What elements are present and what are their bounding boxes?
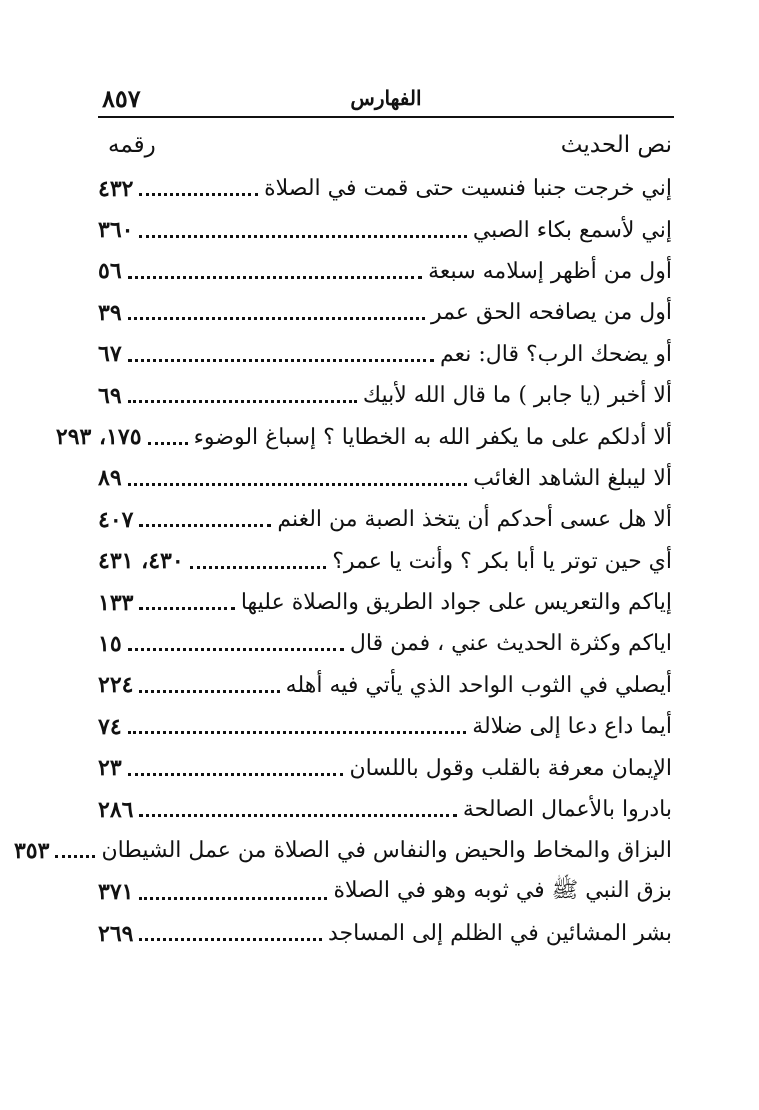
list-item: [98, 706, 672, 747]
leader-dots: [139, 607, 234, 610]
hadith-text-column-heading: نص الحديث: [560, 132, 672, 158]
hadith-number: ٨٩: [98, 465, 122, 492]
hadith-number: ٥٦: [98, 258, 122, 285]
list-item: [98, 375, 672, 416]
hadith-text: ألا ليبلغ الشاهد الغائب: [473, 465, 672, 491]
hadith-text: أو يضحك الرب؟ قال: نعم: [440, 341, 672, 367]
list-item: [98, 872, 672, 913]
hadith-number: ٢٨٦: [98, 796, 134, 823]
leader-dots: [148, 442, 188, 445]
hadith-text: ألا أدلكم على ما يكفر الله به الخطايا ؟ إسباغ الوضوء: [193, 424, 672, 450]
hadith-number: ٢٦٩: [98, 920, 134, 947]
list-item: [98, 665, 672, 706]
leader-dots: [128, 773, 344, 776]
hadith-number: ١٥: [98, 630, 122, 657]
leader-dots: [139, 938, 322, 941]
hadith-text: بادروا بالأعمال الصالحة: [462, 797, 672, 823]
leader-dots: [128, 400, 357, 403]
hadith-number: ٢٣: [98, 755, 122, 782]
hadith-number: ٤٣٢: [98, 175, 134, 202]
list-item: [98, 582, 672, 623]
leader-dots: [139, 524, 271, 527]
leader-dots: [128, 359, 434, 362]
hadith-number: ٦٧: [98, 341, 122, 368]
leader-dots: [139, 814, 456, 817]
hadith-text: أيصلي في الثوب الواحد الذي يأتي فيه أهله: [285, 672, 672, 698]
hadith-number: ١٣٣: [98, 589, 134, 616]
hadith-number: ٣٧١: [98, 879, 134, 906]
list-item: [98, 209, 672, 250]
leader-dots: [139, 193, 258, 196]
hadith-number: ٤٣٠، ٤٣١: [98, 548, 184, 575]
list-item: [98, 747, 672, 788]
hadith-number: ٧٤: [98, 713, 122, 740]
hadith-text: أول من أظهر إسلامه سبعة: [428, 258, 672, 284]
hadith-text: أيما داع دعا إلى ضلالة: [472, 714, 672, 740]
list-item: [98, 913, 672, 954]
leader-dots: [128, 483, 468, 486]
hadith-text: ألا هل عسى أحدكم أن يتخذ الصبة من الغنم: [277, 507, 672, 533]
hadith-index-list: [13, 168, 672, 954]
page-number: ٨٥٧: [102, 84, 141, 113]
list-item: [98, 541, 672, 582]
hadith-text: البزاق والمخاط والحيض والنفاس في الصلاة من عمل الشيطان: [101, 838, 672, 864]
hadith-number: ١٧٥، ٢٩٣: [55, 424, 142, 451]
running-header: [98, 82, 674, 118]
leader-dots: [139, 690, 279, 693]
list-item: [98, 292, 672, 333]
leader-dots: [128, 731, 467, 734]
hadith-text: أي حين توتر يا أبا بكر ؟ وأنت يا عمر؟: [332, 548, 672, 574]
list-item: [55, 416, 672, 457]
list-item: [98, 789, 672, 830]
hadith-text: أول من يصافحه الحق عمر: [431, 300, 672, 326]
list-item: [13, 830, 672, 871]
leader-dots: [190, 566, 327, 569]
hadith-number: ٣٥٣: [13, 837, 50, 864]
hadith-text: إياكم والتعريس على جواد الطريق والصلاة عليها: [240, 590, 672, 616]
leader-dots: [128, 648, 344, 651]
leader-dots: [139, 235, 466, 238]
hadith-text: بزق النبي ﷺ في ثوبه وهو في الصلاة: [333, 878, 672, 904]
hadith-text: إني خرجت جنبا فنسيت حتى قمت في الصلاة: [264, 176, 672, 202]
hadith-text: ألا أخبر (يا جابر ) ما قال الله لأبيك: [362, 383, 672, 409]
list-item: [98, 499, 672, 540]
leader-dots: [139, 897, 327, 900]
hadith-text: إني لأسمع بكاء الصبي: [472, 217, 672, 243]
hadith-number: ٣٦٠: [98, 217, 134, 244]
leader-dots: [128, 276, 423, 279]
hadith-number: ٦٩: [98, 382, 122, 409]
hadith-text: الإيمان معرفة بالقلب وقول باللسان: [349, 755, 672, 781]
leader-dots: [55, 855, 95, 858]
list-item: [98, 168, 672, 209]
hadith-number-column-heading: رقمه: [108, 132, 156, 158]
column-headings: [98, 126, 672, 166]
list-item: [98, 251, 672, 292]
hadith-text: بشر المشائين في الظلم إلى المساجد: [327, 921, 672, 947]
hadith-text: اياكم وكثرة الحديث عني ، فمن قال: [349, 631, 672, 657]
leader-dots: [128, 317, 425, 320]
hadith-number: ٤٠٧: [98, 506, 134, 533]
hadith-number: ٢٢٤: [98, 672, 134, 699]
section-title: الفهارس: [350, 86, 422, 110]
hadith-number: ٣٩: [98, 299, 122, 326]
list-item: [98, 334, 672, 375]
list-item: [98, 458, 672, 499]
list-item: [98, 623, 672, 664]
